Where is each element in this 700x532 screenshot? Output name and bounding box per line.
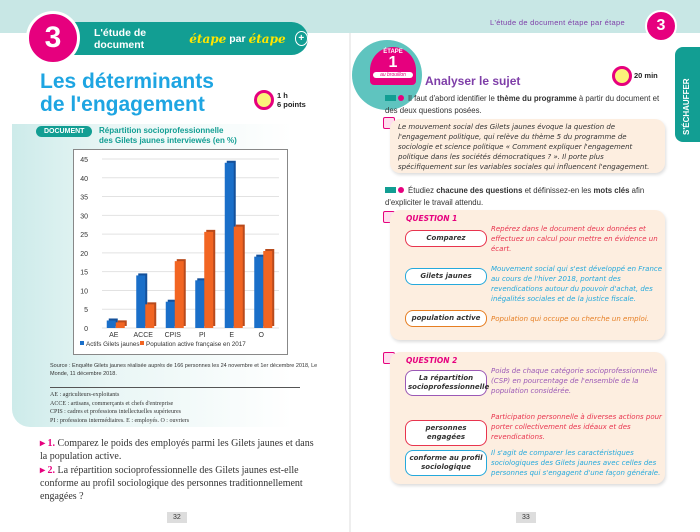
theme-note: Le mouvement social des Gilets jaunes évoque la question de l'engagement politique, qui relève du thème 5 du programme de sociologie et science politique « Comment expliquer l'engagement politique dans les sociétés démocratiques ? ». Il porte plus spécifiquement sur les variables sociales qui influencent l'engagement. bbox=[390, 119, 665, 173]
legend-swatch bbox=[140, 341, 144, 345]
keyword-pill: population active bbox=[405, 310, 487, 327]
x-tick-label: PI bbox=[198, 332, 206, 339]
definition: AE : agriculteurs-exploitants bbox=[50, 392, 120, 398]
side-tab-label: S'ÉCHAUFFER bbox=[682, 78, 691, 135]
y-tick-label: 0 bbox=[84, 326, 88, 333]
bar-population-active-française-en-2017 bbox=[263, 251, 272, 328]
bar-actifs-gilets-jaunes bbox=[254, 257, 263, 328]
question-2: ▸ 2. La répartition socioprofessionnelle des Gilets jaunes est-elle conforme au profil sociologique des personnes traditionnellement engagées ? bbox=[40, 465, 303, 502]
x-tick-label: E bbox=[229, 332, 235, 339]
document-title-line: des Gilets jaunes interviewés (en %) bbox=[99, 136, 237, 145]
step-sub: au brouillon bbox=[373, 72, 413, 78]
step-number: 1 bbox=[388, 54, 398, 71]
title-line: de l'engagement bbox=[40, 93, 205, 116]
definition: CPIS : cadres et professions intellectuelles supérieures bbox=[50, 409, 181, 415]
duration: 1 h bbox=[277, 91, 288, 100]
x-tick-label: ACCE bbox=[133, 332, 153, 339]
question-text: Comparez le poids des employés parmi les Gilets jaunes et dans la population active. bbox=[40, 438, 314, 462]
step-title: Analyser le sujet bbox=[425, 74, 521, 88]
running-header: L'étude de document étape par étape bbox=[490, 18, 625, 27]
question-label: QUESTION 1 bbox=[406, 214, 458, 223]
page-gutter bbox=[349, 33, 351, 532]
bullet-icon bbox=[385, 95, 396, 101]
chart-svg bbox=[74, 150, 287, 354]
page-title bbox=[40, 70, 214, 116]
y-tick-label: 25 bbox=[80, 232, 88, 240]
keyword-pill: Comparez bbox=[405, 230, 487, 247]
bar-population-active-française-en-2017 bbox=[116, 322, 125, 328]
bar-actifs-gilets-jaunes bbox=[136, 275, 145, 328]
question-label: QUESTION 2 bbox=[406, 356, 458, 365]
clock-icon bbox=[612, 66, 632, 86]
duration-info bbox=[277, 91, 306, 109]
points: 6 points bbox=[277, 100, 306, 109]
banner-word: étape bbox=[248, 31, 286, 46]
question-1-box bbox=[390, 210, 665, 340]
document-title bbox=[99, 126, 237, 146]
y-tick-label: 40 bbox=[80, 175, 88, 183]
bar-population-active-française-en-2017 bbox=[204, 232, 213, 328]
bar-actifs-gilets-jaunes bbox=[195, 280, 204, 328]
abbreviation-list bbox=[50, 387, 300, 425]
source-note: Source : Enquête Gilets jaunes réalisée auprès de 166 personnes les 24 novembre et 1er décembre 2018, Le Monde, 11 décembre 2018. bbox=[50, 363, 318, 377]
y-tick-label: 20 bbox=[80, 250, 88, 258]
x-tick-label: CPIS bbox=[164, 332, 181, 339]
y-tick-label: 30 bbox=[80, 213, 88, 221]
page-number: 33 bbox=[516, 512, 536, 523]
bullet-icon bbox=[385, 187, 396, 193]
bar-population-active-française-en-2017 bbox=[234, 227, 243, 328]
y-tick-label: 10 bbox=[80, 288, 88, 296]
keyword-definition: Poids de chaque catégorie socioprofessionnelle (CSP) en pourcentage de l'ensemble de la population considérée. bbox=[491, 367, 658, 395]
keyword-pill: conforme au profil sociologique bbox=[405, 450, 487, 476]
page-number: 32 bbox=[167, 512, 187, 523]
keyword-definition: Repérez dans le document deux données et effectuez un calcul pour mettre en évidence un écart. bbox=[491, 225, 658, 253]
chapter-banner bbox=[72, 22, 308, 55]
step-badge bbox=[370, 47, 416, 85]
side-tab-sechauffer[interactable] bbox=[675, 47, 700, 142]
keyword-pill: La répartition socioprofessionnelle bbox=[405, 370, 487, 396]
bar-actifs-gilets-jaunes bbox=[107, 320, 116, 328]
question-number: 1. bbox=[47, 438, 56, 449]
definition: PI : professions intermédiaires. E : employés. O : ouvriers bbox=[50, 417, 190, 424]
legend-swatch bbox=[80, 341, 84, 345]
document-label: DOCUMENT bbox=[36, 126, 92, 137]
x-tick-label: AE bbox=[109, 332, 119, 339]
title-line: Les déterminants bbox=[40, 70, 214, 93]
question-2-box bbox=[390, 352, 665, 484]
keyword-definition: Il s'agit de comparer les caractéristiques sociologiques des Gilets jaunes avec celles des personnes qui s'engagent d'une façon générale. bbox=[491, 449, 661, 477]
intro-paragraph: Il faut d'abord identifier le thème du programme à partir du document et des deux questions posées. bbox=[385, 94, 660, 115]
bar-actifs-gilets-jaunes bbox=[225, 163, 234, 328]
bar-chart bbox=[73, 149, 288, 355]
step-word: ÉTAPE bbox=[383, 49, 403, 55]
banner-word: étape bbox=[189, 31, 227, 46]
duration: 20 min bbox=[634, 71, 658, 80]
x-tick-label: O bbox=[258, 332, 264, 339]
y-tick-label: 35 bbox=[80, 194, 88, 202]
chapter-number: 3 bbox=[26, 11, 80, 65]
y-tick-label: 5 bbox=[84, 307, 88, 315]
instruction-paragraph: Étudiez chacune des questions et définissez-en les mots clés afin d'expliciter le travail attendu. bbox=[385, 186, 645, 207]
banner-text: par bbox=[229, 32, 246, 45]
compass-icon: + bbox=[295, 31, 308, 46]
bar-population-active-française-en-2017 bbox=[175, 261, 184, 328]
keyword-definition: Population qui occupe ou cherche un emploi. bbox=[491, 315, 649, 323]
clock-icon bbox=[254, 90, 274, 110]
question-number: 2. bbox=[47, 465, 56, 476]
y-tick-label: 15 bbox=[80, 269, 88, 277]
banner-text: L'étude de document bbox=[94, 26, 147, 51]
bar-population-active-française-en-2017 bbox=[145, 304, 154, 328]
keyword-definition: Participation personnelle à diverses actions pour porter collectivement des idéaux et des revendications. bbox=[491, 413, 662, 441]
keyword-pill: Gilets jaunes bbox=[405, 268, 487, 285]
keyword-pill: personnes engagées bbox=[405, 420, 487, 446]
y-tick-label: 45 bbox=[80, 157, 88, 164]
legend-label: Population active française en 2017 bbox=[146, 341, 246, 348]
document-title-line: Répartition socioprofessionnelle bbox=[99, 126, 224, 135]
legend-label: Actifs Gilets jaunes bbox=[86, 341, 140, 348]
question-text: La répartition socioprofessionnelle des Gilets jaunes est-elle conforme au profil sociologique des personnes traditionnellement engagées ? bbox=[40, 465, 303, 502]
bar-actifs-gilets-jaunes bbox=[166, 302, 175, 328]
question-1: ▸ 1. Comparez le poids des employés parmi les Gilets jaunes et dans la population active. bbox=[40, 438, 314, 462]
definition: ACCE : artisans, commerçants et chefs d'entreprise bbox=[50, 400, 174, 407]
chapter-number: 3 bbox=[645, 10, 677, 42]
keyword-definition: Mouvement social qui s'est développé en France au cours de l'hiver 2018, portant des revendications autour du pouvoir d'achat, des inégalités sociales et de la justice fiscale. bbox=[491, 265, 663, 303]
